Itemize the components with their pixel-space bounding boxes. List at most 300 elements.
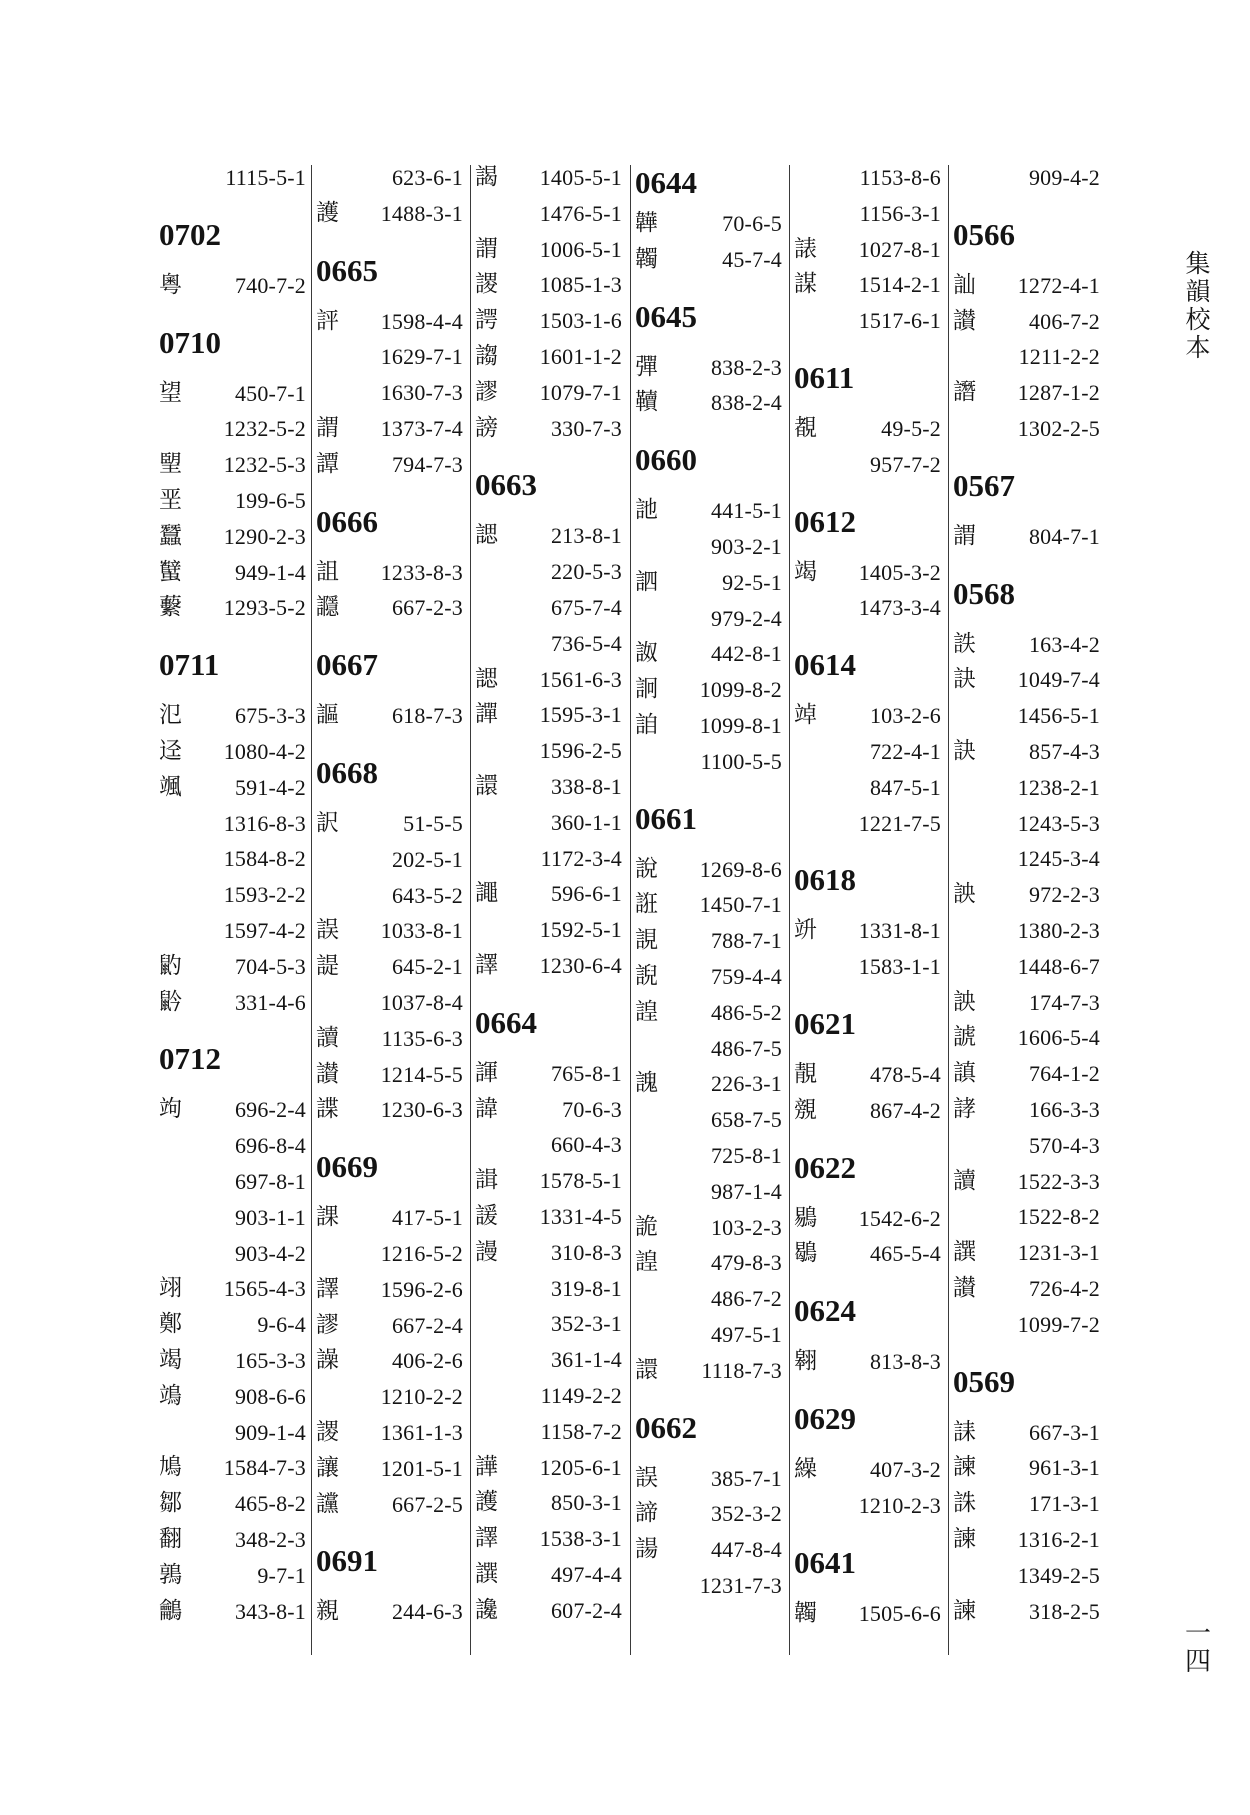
page-reference: 909-1-4 — [234, 1419, 306, 1445]
index-entry — [157, 1271, 312, 1307]
headword-character: 讔 — [316, 594, 339, 621]
headword-character: 鶡 — [794, 1240, 817, 1267]
index-entry — [473, 1056, 628, 1092]
page-reference: 442-8-1 — [710, 641, 782, 667]
index-entry — [792, 590, 947, 626]
headword-character: 課 — [316, 1204, 339, 1231]
page-reference: 1135-6-3 — [381, 1025, 463, 1051]
page-reference: 838-2-3 — [710, 354, 782, 380]
index-entry — [633, 1031, 788, 1067]
page-reference: 1216-5-2 — [380, 1240, 463, 1266]
running-head: 集韻校本 — [1185, 249, 1211, 362]
headword-character: 諤 — [475, 307, 498, 334]
page-reference: 736-5-4 — [550, 630, 622, 656]
index-entry — [157, 877, 312, 913]
index-entry — [951, 806, 1106, 842]
index-entry — [951, 519, 1106, 555]
headword-character: 誄 — [953, 1418, 976, 1445]
index-entry — [792, 1236, 947, 1272]
headword-character: 諻 — [635, 998, 658, 1025]
section-heading: 0660 — [635, 442, 697, 478]
headword-character: 譞 — [635, 1356, 658, 1383]
index-entry — [473, 1378, 628, 1414]
page-reference: 987-1-4 — [710, 1178, 782, 1204]
index-entry — [314, 1057, 469, 1093]
page-reference: 1230-6-4 — [539, 952, 622, 978]
section-heading: 0661 — [635, 800, 697, 836]
headword-character: 訣 — [953, 737, 976, 764]
page-reference: 92-5-1 — [722, 569, 782, 595]
headword-character: 譝 — [475, 880, 498, 907]
index-entry — [633, 529, 788, 565]
headword-character: 蠶 — [159, 522, 182, 549]
index-entry — [633, 887, 788, 923]
index-entry — [792, 949, 947, 985]
index-entry — [473, 697, 628, 733]
index-entry — [633, 923, 788, 959]
index-entry — [951, 1415, 1106, 1451]
index-entry — [314, 1272, 469, 1308]
headword-character: 謗 — [475, 414, 498, 441]
index-entry — [633, 1568, 788, 1604]
headword-character: 繰 — [794, 1455, 817, 1482]
index-entry — [473, 590, 628, 626]
section-heading: 0566 — [953, 216, 1015, 252]
section-heading: 0644 — [635, 165, 697, 200]
index-entry — [633, 1317, 788, 1353]
page-reference: 740-7-2 — [234, 272, 306, 298]
page-reference: 479-8-3 — [710, 1250, 782, 1276]
page-reference: 1597-4-2 — [223, 917, 306, 943]
page-reference: 1488-3-1 — [380, 200, 463, 226]
page-reference: 1232-5-3 — [223, 452, 306, 478]
headword-character: 詗 — [635, 676, 658, 703]
headword-character: 謂 — [475, 235, 498, 262]
headword-character: 翻 — [159, 1525, 182, 1552]
page-reference: 1584-8-2 — [223, 846, 306, 872]
index-entry — [157, 698, 312, 734]
page-reference: 338-8-1 — [550, 773, 622, 799]
page-reference: 1290-2-3 — [223, 523, 306, 549]
section-heading: 0567 — [953, 467, 1015, 503]
page-reference: 1450-7-1 — [699, 892, 782, 918]
index-entry — [792, 913, 947, 949]
section-heading: 0614 — [794, 647, 856, 683]
index-entry — [792, 1201, 947, 1237]
headword-character: 諱 — [475, 1095, 498, 1122]
page-reference: 867-4-2 — [869, 1097, 941, 1123]
index-entry — [157, 1450, 312, 1486]
page-reference: 1522-3-3 — [1017, 1168, 1100, 1194]
page-reference: 1079-7-1 — [539, 379, 622, 405]
index-entry — [473, 626, 628, 662]
headword-character: 詛 — [316, 558, 339, 585]
index-entry — [792, 411, 947, 447]
index-entry — [157, 1486, 312, 1522]
headword-character: 親 — [316, 1598, 339, 1625]
page-reference: 1629-7-1 — [380, 344, 463, 370]
headword-character: 諻 — [635, 1249, 658, 1276]
index-entry — [951, 734, 1106, 770]
page-reference: 696-2-4 — [234, 1097, 306, 1123]
headword-character: 諼 — [475, 1202, 498, 1229]
section-heading: 0622 — [794, 1149, 856, 1185]
headword-character: 迳 — [159, 737, 182, 764]
headword-character: 讒 — [475, 1596, 498, 1623]
page-reference: 1473-3-4 — [858, 595, 941, 621]
page-reference: 1349-2-5 — [1017, 1562, 1100, 1588]
section-heading: 0568 — [953, 575, 1015, 611]
page-reference: 1172-3-4 — [540, 845, 622, 871]
headword-character: 訵 — [635, 568, 658, 595]
page-reference: 591-4-2 — [234, 774, 306, 800]
index-entry — [314, 411, 469, 447]
page-reference: 1538-3-1 — [539, 1526, 622, 1552]
headword-character: 諫 — [953, 1525, 976, 1552]
page-reference: 667-2-3 — [391, 595, 463, 621]
page-reference: 1037-8-4 — [380, 989, 463, 1015]
headword-character: 謂 — [953, 522, 976, 549]
index-entry — [473, 733, 628, 769]
page-reference: 1561-6-3 — [539, 666, 622, 692]
headword-character: 評 — [316, 307, 339, 334]
page-reference: 764-1-2 — [1028, 1061, 1100, 1087]
page-reference: 667-3-1 — [1028, 1419, 1100, 1445]
page-reference: 199-6-5 — [234, 487, 306, 513]
page-reference: 1099-8-2 — [699, 677, 782, 703]
page-reference: 725-8-1 — [710, 1142, 782, 1168]
headword-character: 氾 — [159, 702, 182, 729]
page-reference: 1593-2-2 — [223, 882, 306, 908]
headword-character: 譂 — [475, 701, 498, 728]
headword-character: 覩 — [794, 414, 817, 441]
page-reference: 667-2-5 — [391, 1491, 463, 1517]
page-reference: 331-4-6 — [234, 989, 306, 1015]
page-reference: 1316-8-3 — [223, 810, 306, 836]
index-entry — [157, 376, 312, 412]
page-reference: 1302-2-5 — [1017, 415, 1100, 441]
page-reference: 1118-7-3 — [701, 1357, 782, 1383]
index-entry — [951, 160, 1106, 196]
page-reference: 385-7-1 — [710, 1465, 782, 1491]
headword-character: 詇 — [953, 988, 976, 1015]
index-entry — [633, 1066, 788, 1102]
index-entry — [473, 1163, 628, 1199]
page-reference: 1542-6-2 — [858, 1205, 941, 1231]
headword-character: 謓 — [953, 1060, 976, 1087]
headword-character: 諟 — [316, 953, 339, 980]
index-entry — [792, 1452, 947, 1488]
index-entry — [314, 1343, 469, 1379]
index-entry — [314, 555, 469, 591]
page-reference: 465-5-4 — [869, 1241, 941, 1267]
headword-character: 朢 — [159, 451, 182, 478]
headword-character: 韡 — [635, 210, 658, 236]
headword-character: 譁 — [475, 1453, 498, 1480]
page-reference: 1214-5-5 — [380, 1061, 463, 1087]
index-entry — [473, 232, 628, 268]
index-entry — [473, 1414, 628, 1450]
index-entry — [792, 555, 947, 591]
headword-character: 譯 — [475, 1525, 498, 1552]
page-reference: 163-4-2 — [1028, 631, 1100, 657]
headword-character: 詉 — [635, 640, 658, 667]
page-reference: 1517-6-1 — [858, 308, 941, 334]
page-reference: 1505-6-6 — [858, 1600, 941, 1626]
page-reference: 1316-2-1 — [1017, 1526, 1100, 1552]
index-entry — [633, 636, 788, 672]
headword-character: 韣 — [635, 245, 658, 272]
page-reference: 903-2-1 — [710, 533, 782, 559]
index-entry — [473, 1521, 628, 1557]
headword-character: 颯 — [159, 773, 182, 800]
section-heading: 0669 — [316, 1149, 378, 1185]
page-reference: 957-7-2 — [869, 451, 941, 477]
page-reference: 979-2-4 — [710, 605, 782, 631]
index-entry — [314, 590, 469, 626]
headword-character: 謳 — [316, 702, 339, 729]
headword-character: 譟 — [316, 1347, 339, 1374]
headword-character: 覫 — [794, 1096, 817, 1123]
page-reference: 696-8-4 — [234, 1133, 306, 1159]
headword-character: 竘 — [159, 1096, 182, 1123]
index-entry — [473, 554, 628, 590]
headword-character: 誟 — [953, 1095, 976, 1122]
page-reference: 45-7-4 — [722, 246, 782, 272]
section-heading: 0665 — [316, 252, 378, 288]
index-entry — [951, 913, 1106, 949]
page-reference: 497-5-1 — [710, 1321, 782, 1347]
index-entry — [157, 160, 312, 196]
index-entry — [951, 985, 1106, 1021]
page-reference: 244-6-3 — [391, 1599, 463, 1625]
page-reference: 1033-8-1 — [380, 918, 463, 944]
index-entry — [157, 483, 312, 519]
section-heading: 0621 — [794, 1005, 856, 1041]
page-reference: 1601-1-2 — [539, 343, 622, 369]
page-reference: 607-2-4 — [550, 1597, 622, 1623]
page-reference: 103-2-6 — [869, 703, 941, 729]
page-reference: 961-3-1 — [1028, 1455, 1100, 1481]
page-reference: 1006-5-1 — [539, 236, 622, 262]
headword-character: 鶍 — [794, 1204, 817, 1231]
index-entry — [951, 1486, 1106, 1522]
index-entry — [633, 959, 788, 995]
headword-character: 蘻 — [159, 594, 182, 621]
index-entry — [314, 339, 469, 375]
index-entry — [951, 1128, 1106, 1164]
index-entry — [473, 1306, 628, 1342]
headword-character: 譖 — [953, 379, 976, 406]
page-reference: 1211-2-2 — [1018, 344, 1100, 370]
headword-character: 誢 — [635, 927, 658, 954]
page-reference: 847-5-1 — [869, 774, 941, 800]
page-reference: 1269-8-6 — [699, 856, 782, 882]
headword-character: 讃 — [953, 1274, 976, 1301]
page-reference: 1027-8-1 — [858, 236, 941, 262]
headword-character: 譯 — [316, 1275, 339, 1302]
index-entry — [792, 1093, 947, 1129]
headword-character: 訣 — [953, 666, 976, 693]
index-entry — [792, 734, 947, 770]
page-reference: 51-5-5 — [403, 810, 463, 836]
index-entry — [633, 1102, 788, 1138]
headword-character: 詭 — [635, 1213, 658, 1240]
index-entry — [157, 1343, 312, 1379]
index-entry — [473, 339, 628, 375]
headword-character: 謾 — [475, 1238, 498, 1265]
page-reference: 1210-2-2 — [380, 1384, 463, 1410]
headword-character: 鸙 — [159, 1597, 182, 1624]
headword-character: 詄 — [953, 630, 976, 657]
index-entry — [633, 1138, 788, 1174]
headword-character: 諢 — [475, 1059, 498, 1086]
index-entry — [951, 949, 1106, 985]
page-reference: 1149-2-2 — [540, 1382, 622, 1408]
page-reference: 838-2-4 — [710, 390, 782, 416]
page-reference: 1514-2-1 — [858, 272, 941, 298]
headword-character: 諰 — [475, 522, 498, 549]
section-heading: 0667 — [316, 647, 378, 683]
page-reference: 486-7-2 — [710, 1286, 782, 1312]
headword-character: 靚 — [794, 1060, 817, 1087]
index-entry — [314, 196, 469, 232]
page-reference: 417-5-1 — [391, 1205, 463, 1231]
headword-character: 詯 — [635, 711, 658, 738]
page-reference: 1231-3-1 — [1017, 1240, 1100, 1266]
page-reference: 1503-1-6 — [539, 308, 622, 334]
index-entry — [314, 842, 469, 878]
headword-character: 謅 — [475, 342, 498, 369]
index-entry — [157, 1200, 312, 1236]
section-heading: 0569 — [953, 1363, 1015, 1399]
page-reference: 1331-8-1 — [858, 918, 941, 944]
page-reference: 1361-1-3 — [380, 1419, 463, 1445]
index-entry — [792, 196, 947, 232]
index-entry — [473, 1235, 628, 1271]
index-entry — [792, 232, 947, 268]
headword-character: 竭 — [794, 558, 817, 585]
page-reference: 361-1-4 — [550, 1347, 622, 1373]
index-entry — [157, 734, 312, 770]
page-reference: 1630-7-3 — [380, 380, 463, 406]
page-reference: 318-2-5 — [1028, 1598, 1100, 1624]
headword-character: 䶃 — [159, 988, 182, 1015]
index-entry — [951, 1558, 1106, 1594]
index-entry — [792, 1596, 947, 1632]
page-reference: 49-5-2 — [881, 415, 941, 441]
headword-character: 諘 — [794, 235, 817, 262]
index-entry — [157, 770, 312, 806]
page-reference: 1293-5-2 — [223, 595, 306, 621]
page-reference: 1205-6-1 — [539, 1454, 622, 1480]
index-entry — [633, 995, 788, 1031]
index-entry — [792, 698, 947, 734]
page-reference: 348-2-3 — [234, 1526, 306, 1552]
page-reference: 813-8-3 — [869, 1349, 941, 1375]
page-reference: 497-4-4 — [550, 1561, 622, 1587]
index-entry — [314, 304, 469, 340]
index-entry — [633, 1210, 788, 1246]
section-heading: 0691 — [316, 1543, 378, 1579]
headword-character: 鴗 — [159, 1382, 182, 1409]
index-entry — [314, 1487, 469, 1523]
section-heading: 0645 — [635, 298, 697, 334]
index-entry — [633, 242, 788, 278]
index-entry — [314, 1308, 469, 1344]
index-entry — [633, 1532, 788, 1568]
section-heading: 0663 — [475, 467, 537, 503]
index-entry — [157, 1594, 312, 1630]
index-entry — [314, 806, 469, 842]
headword-character: 說 — [635, 855, 658, 882]
index-entry — [473, 1271, 628, 1307]
page-reference: 1405-3-2 — [858, 559, 941, 585]
index-entry — [951, 411, 1106, 447]
headword-character: 謉 — [635, 1070, 658, 1097]
index-entry — [157, 1236, 312, 1272]
headword-character: 謬 — [316, 1311, 339, 1338]
index-entry — [157, 268, 312, 304]
headword-character: 諹 — [635, 1536, 658, 1563]
page-reference: 447-8-4 — [710, 1537, 782, 1563]
headword-character: 粵 — [159, 271, 182, 298]
page-reference: 486-7-5 — [710, 1035, 782, 1061]
headword-character: 讃 — [953, 307, 976, 334]
headword-character: 彈 — [635, 353, 658, 380]
page-reference: 220-5-3 — [550, 559, 622, 585]
index-entry — [473, 1485, 628, 1521]
page-reference: 70-6-3 — [562, 1096, 622, 1122]
page-reference: 1243-5-3 — [1017, 810, 1100, 836]
section-heading: 0641 — [794, 1544, 856, 1580]
page-reference: 1115-5-1 — [225, 165, 306, 190]
index-entry — [314, 1379, 469, 1415]
page-reference: 165-3-3 — [234, 1347, 306, 1373]
page-reference: 1596-2-6 — [380, 1276, 463, 1302]
headword-character: 譯 — [475, 951, 498, 978]
index-entry — [473, 769, 628, 805]
index-entry — [473, 912, 628, 948]
page-reference: 319-8-1 — [550, 1275, 622, 1301]
index-entry — [473, 1092, 628, 1128]
index-column-3 — [473, 160, 628, 1660]
index-entry — [473, 1593, 628, 1629]
page-reference: 441-5-1 — [710, 498, 782, 524]
index-entry — [473, 303, 628, 339]
headword-character: 望 — [159, 379, 182, 406]
page-reference: 1595-3-1 — [539, 702, 622, 728]
section-heading: 0710 — [159, 324, 221, 360]
page-reference: 1592-5-1 — [539, 917, 622, 943]
page-reference: 903-1-1 — [234, 1204, 306, 1230]
index-entry — [633, 1353, 788, 1389]
index-entry — [157, 1307, 312, 1343]
headword-character: 謬 — [475, 378, 498, 405]
index-entry — [633, 672, 788, 708]
index-entry — [951, 375, 1106, 411]
page-reference: 1272-4-1 — [1017, 272, 1100, 298]
headword-character: 鄭 — [159, 1311, 182, 1338]
page-reference: 623-6-1 — [391, 165, 463, 190]
index-column-5 — [792, 160, 947, 1660]
index-entry — [951, 1164, 1106, 1200]
headword-character: 諫 — [953, 1597, 976, 1624]
index-entry — [951, 1307, 1106, 1343]
index-entry — [473, 1199, 628, 1235]
index-entry — [951, 627, 1106, 663]
index-entry — [951, 877, 1106, 913]
